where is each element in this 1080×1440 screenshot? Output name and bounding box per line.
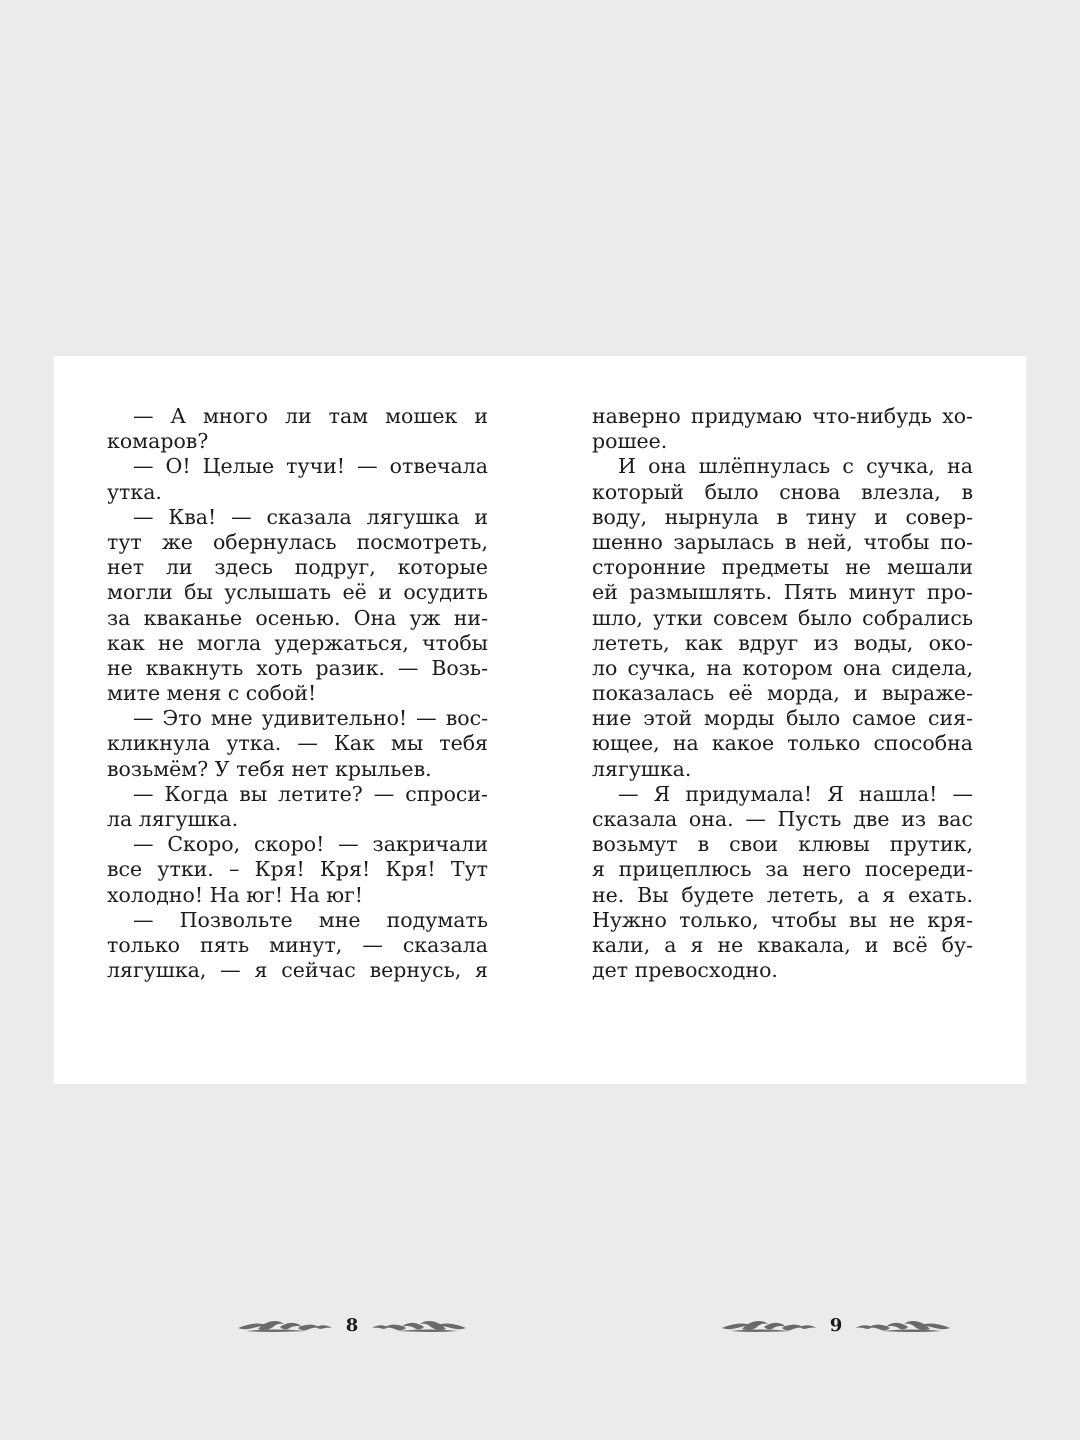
text-line: — Позвольте мне подумать xyxy=(133,907,488,932)
text-line: только пять минут, — сказала xyxy=(107,932,488,957)
text-line: дет превосходно. xyxy=(592,958,778,983)
text-line: воду, нырнула в тину и совер- xyxy=(592,504,973,529)
text-line: шенно зарылась в ней, чтобы по- xyxy=(592,529,973,554)
text-line: — Когда вы летите? — спроси- xyxy=(133,781,488,806)
text-line: могли бы услышать её и осудить xyxy=(107,580,488,605)
text-line: — Скоро, скоро! — закричали xyxy=(133,832,488,857)
left-page xyxy=(107,404,488,983)
text-line: возьмут в свои клювы прутик, xyxy=(592,832,973,857)
floral-flourish-icon xyxy=(236,1316,336,1336)
text-line: лягушка. xyxy=(592,756,692,781)
text-line: — Это мне удивительно! — вос- xyxy=(133,706,488,731)
text-line: сторонние предметы не мешали xyxy=(592,555,973,580)
text-line: — Ква! — сказала лягушка и xyxy=(133,504,488,529)
right-page xyxy=(592,404,973,983)
text-line: И она шлёпнулась с сучка, на xyxy=(618,454,973,479)
text-line: не. Вы будете лететь, а я ехать. xyxy=(592,882,973,907)
text-line: ла лягушка. xyxy=(107,807,239,831)
text-line: комаров? xyxy=(107,429,209,454)
text-line: наверно придумаю что-нибудь хо- xyxy=(592,404,973,428)
text-line: — О! Целые тучи! — отвечала xyxy=(133,454,488,479)
page-number-footer-left xyxy=(234,1312,470,1340)
text-line: все утки. – Кря! Кря! Кря! Тут xyxy=(107,857,488,882)
text-line: кали, а я не квакала, и всё бу- xyxy=(592,932,973,957)
text-line: тут же обернулась посмотреть, xyxy=(107,529,488,554)
text-line: ющее, на какое только способна xyxy=(592,731,973,756)
text-line: утка. xyxy=(107,479,162,504)
text-line: ей размышлять. Пять минут про- xyxy=(592,580,973,605)
text-line: ние этой морды было самое сия- xyxy=(592,706,973,731)
text-line: как не могла удержаться, чтобы xyxy=(107,630,488,655)
text-line: кликнула утка. — Как мы тебя xyxy=(107,731,488,756)
floral-flourish-icon xyxy=(852,1316,952,1336)
floral-flourish-icon xyxy=(368,1316,468,1336)
text-line: который было снова влезла, в xyxy=(592,479,973,504)
text-line: холодно! На юг! На юг! xyxy=(107,882,364,907)
text-line: ло сучка, на котором она сидела, xyxy=(592,655,973,680)
page-number-footer-right xyxy=(718,1312,954,1340)
floral-flourish-icon xyxy=(720,1316,820,1336)
book-spread xyxy=(54,356,1026,1336)
text-line: возьмём? У тебя нет крыльев. xyxy=(107,756,432,781)
page-number: 9 xyxy=(829,1315,843,1336)
text-line: рошее. xyxy=(592,429,668,454)
text-line: шло, утки совсем было собрались xyxy=(592,605,973,630)
text-line: мите меня с собой! xyxy=(107,681,317,706)
text-line: лягушка, — я сейчас вернусь, я xyxy=(107,958,488,983)
text-line: нет ли здесь подруг, которые xyxy=(107,555,488,580)
page-number: 8 xyxy=(345,1315,359,1336)
text-line: показалась её морда, и выраже- xyxy=(592,681,973,706)
text-line: Нужно только, чтобы вы не кря- xyxy=(592,907,973,932)
text-line: за кваканье осенью. Она уж ни- xyxy=(107,605,488,630)
text-line: я прицеплюсь за него посереди- xyxy=(592,857,973,882)
text-line: — А много ли там мошек и xyxy=(133,404,488,428)
text-line: — Я придумала! Я нашла! — xyxy=(618,781,973,806)
text-line: не квакнуть хоть разик. — Возь- xyxy=(107,655,488,680)
text-line: лететь, как вдруг из воды, око- xyxy=(592,630,973,655)
text-line: сказала она. — Пусть две из вас xyxy=(592,807,973,831)
